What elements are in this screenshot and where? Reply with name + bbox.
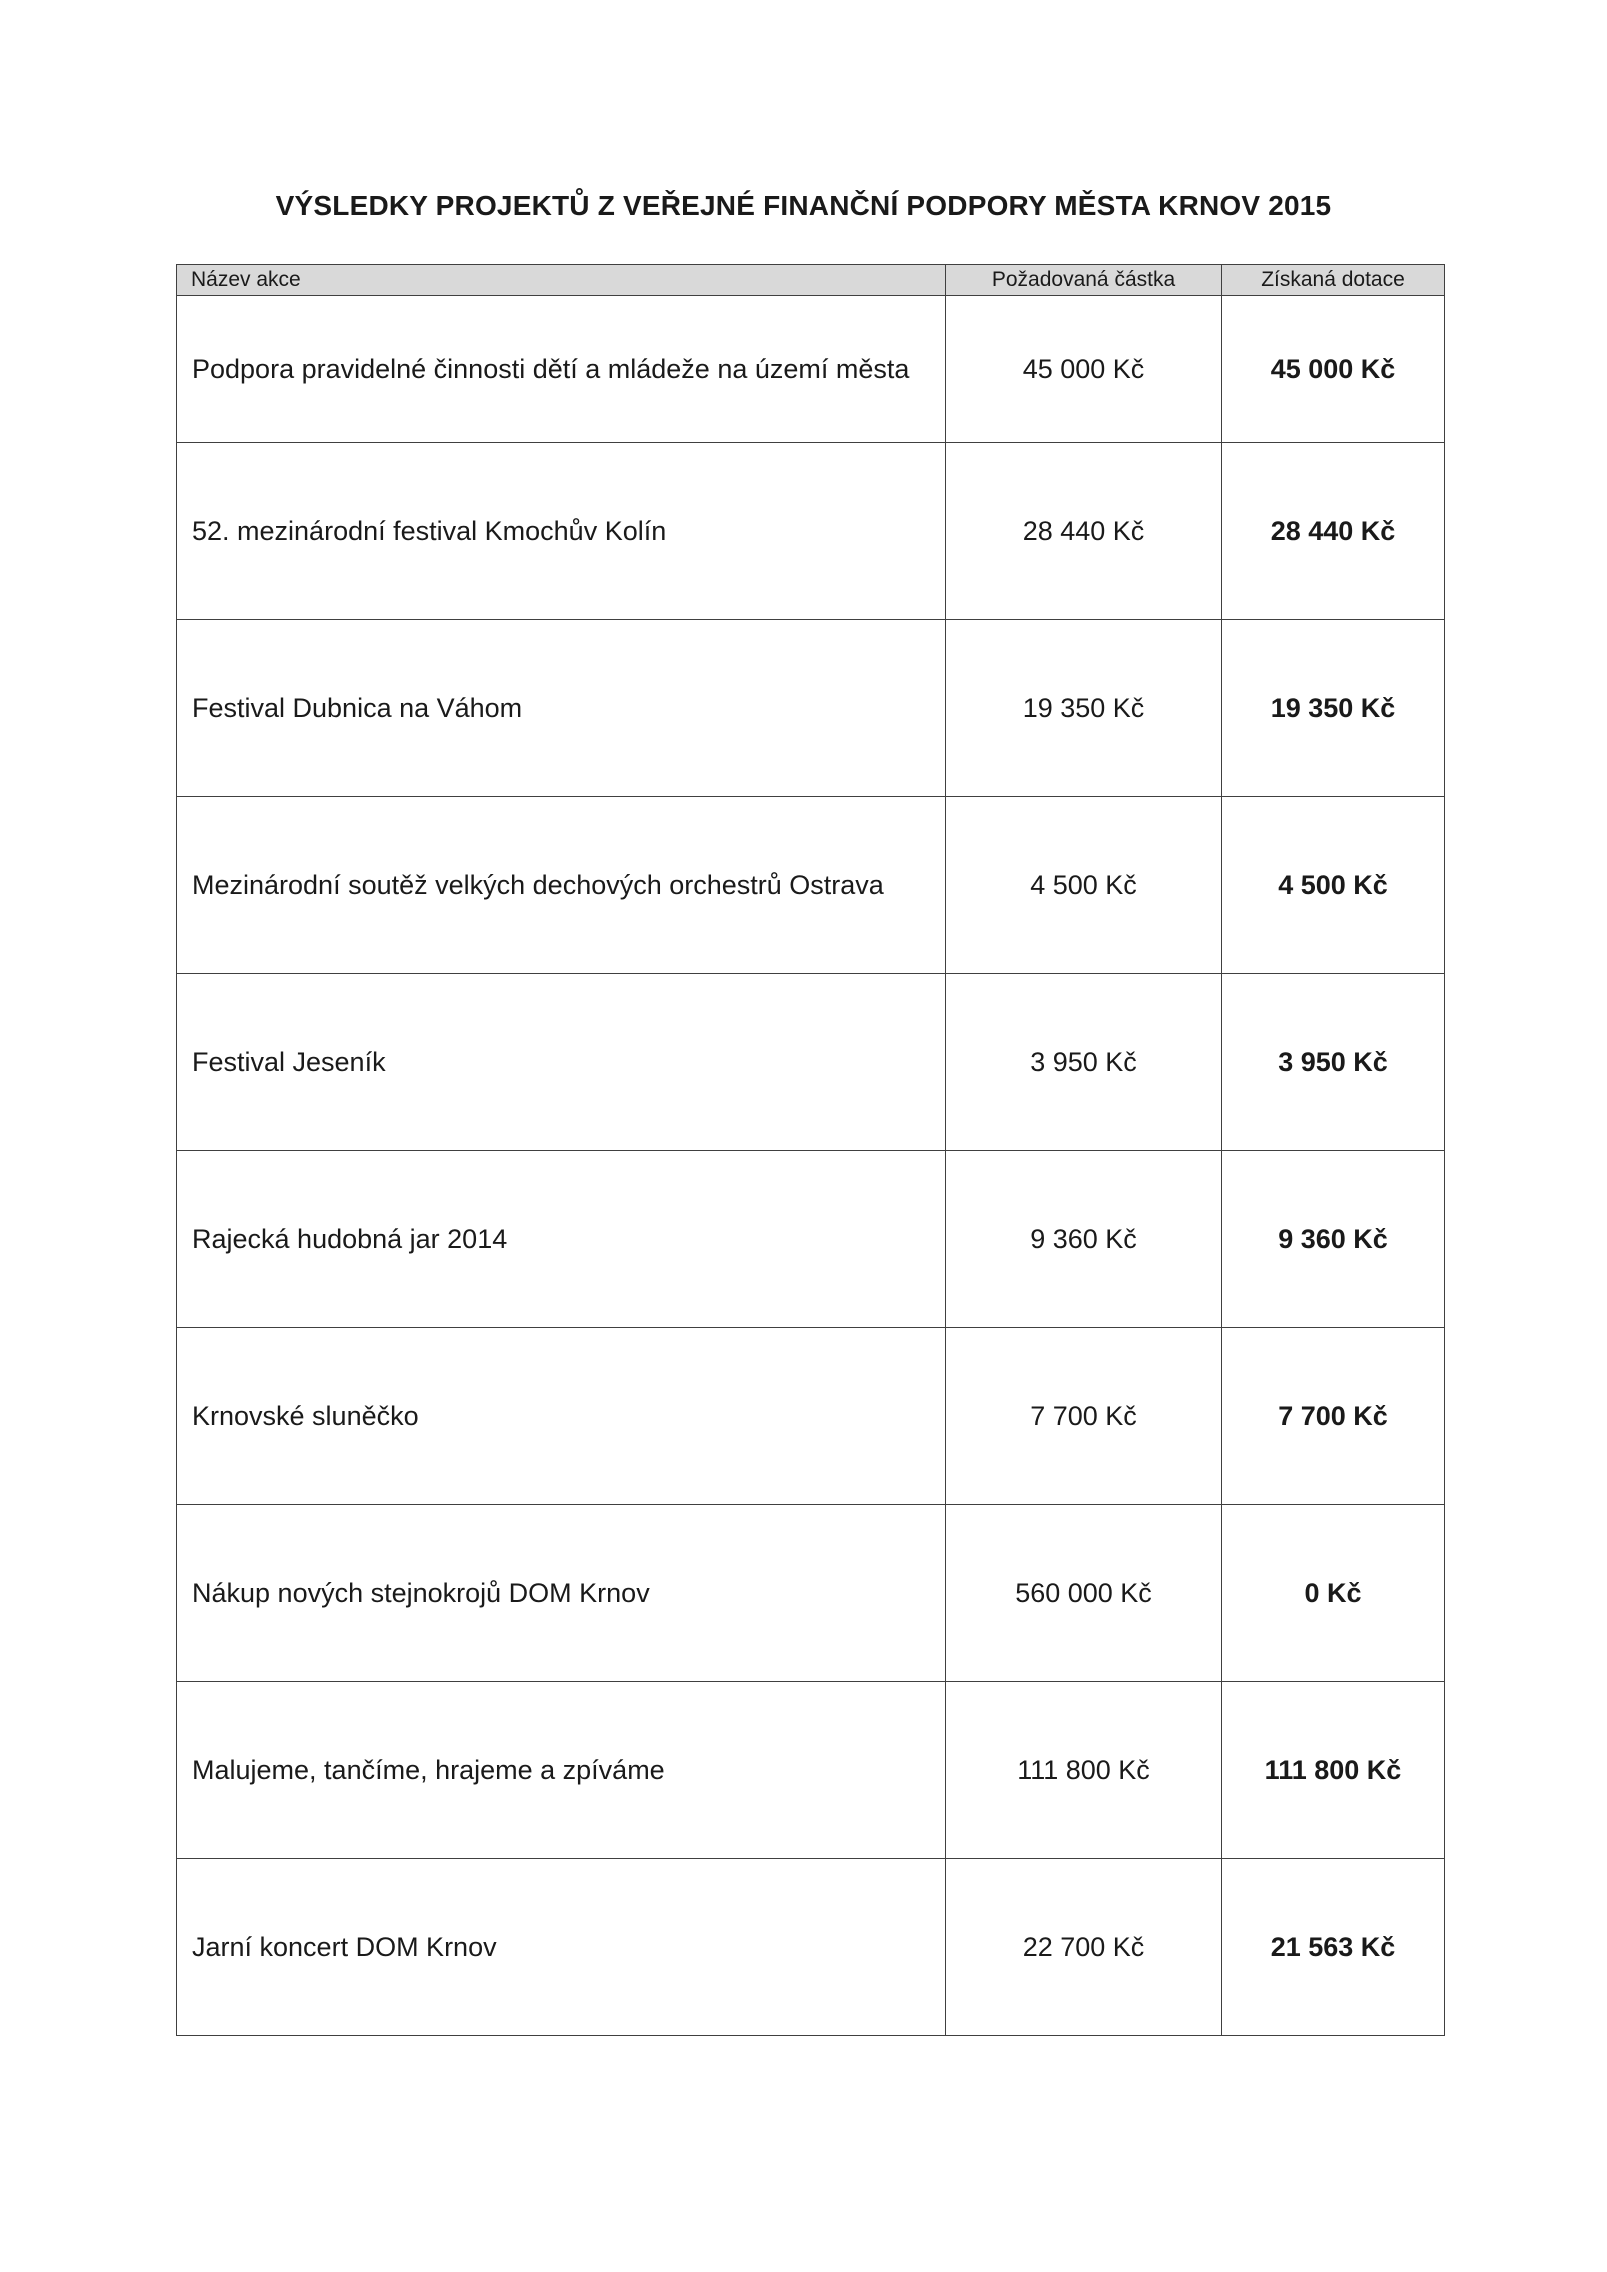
requested-amount: 111 800 Kč xyxy=(946,1682,1222,1859)
granted-amount: 7 700 Kč xyxy=(1222,1328,1445,1505)
granted-amount: 0 Kč xyxy=(1222,1505,1445,1682)
results-table xyxy=(176,264,1445,2036)
project-name: Nákup nových stejnokrojů DOM Krnov xyxy=(177,1505,946,1682)
granted-amount: 21 563 Kč xyxy=(1222,1859,1445,2036)
header-granted: Získaná dotace xyxy=(1222,265,1445,296)
requested-amount: 560 000 Kč xyxy=(946,1505,1222,1682)
granted-amount: 9 360 Kč xyxy=(1222,1151,1445,1328)
project-name: Podpora pravidelné činnosti dětí a mládeže na území města xyxy=(177,296,946,443)
project-name: Malujeme, tančíme, hrajeme a zpíváme xyxy=(177,1682,946,1859)
requested-amount: 19 350 Kč xyxy=(946,620,1222,797)
project-name: 52. mezinárodní festival Kmochův Kolín xyxy=(177,443,946,620)
table-header-row xyxy=(177,265,1445,296)
requested-amount: 28 440 Kč xyxy=(946,443,1222,620)
header-requested: Požadovaná částka xyxy=(946,265,1222,296)
granted-amount: 19 350 Kč xyxy=(1222,620,1445,797)
granted-amount: 45 000 Kč xyxy=(1222,296,1445,443)
granted-amount: 111 800 Kč xyxy=(1222,1682,1445,1859)
project-name: Festival Dubnica na Váhom xyxy=(177,620,946,797)
page-title: VÝSLEDKY PROJEKTŮ Z VEŘEJNÉ FINANČNÍ PODPORY MĚSTA KRNOV 2015 xyxy=(275,190,1332,221)
project-name: Festival Jeseník xyxy=(177,974,946,1151)
requested-amount: 9 360 Kč xyxy=(946,1151,1222,1328)
requested-amount: 3 950 Kč xyxy=(946,974,1222,1151)
granted-amount: 28 440 Kč xyxy=(1222,443,1445,620)
requested-amount: 22 700 Kč xyxy=(946,1859,1222,2036)
project-name: Jarní koncert DOM Krnov xyxy=(177,1859,946,2036)
table-row xyxy=(177,1859,1445,2036)
table-row xyxy=(177,1505,1445,1682)
granted-amount: 4 500 Kč xyxy=(1222,797,1445,974)
table-row xyxy=(177,443,1445,620)
header-name: Název akce xyxy=(177,265,946,296)
table-row xyxy=(177,1682,1445,1859)
table-row xyxy=(177,1328,1445,1505)
requested-amount: 7 700 Kč xyxy=(946,1328,1222,1505)
granted-amount: 3 950 Kč xyxy=(1222,974,1445,1151)
requested-amount: 4 500 Kč xyxy=(946,797,1222,974)
table-row xyxy=(177,296,1445,443)
table-row xyxy=(177,797,1445,974)
table-row xyxy=(177,620,1445,797)
requested-amount: 45 000 Kč xyxy=(946,296,1222,443)
project-name: Mezinárodní soutěž velkých dechových orchestrů Ostrava xyxy=(177,797,946,974)
project-name: Rajecká hudobná jar 2014 xyxy=(177,1151,946,1328)
table-row xyxy=(177,1151,1445,1328)
project-name: Krnovské sluněčko xyxy=(177,1328,946,1505)
table-row xyxy=(177,974,1445,1151)
